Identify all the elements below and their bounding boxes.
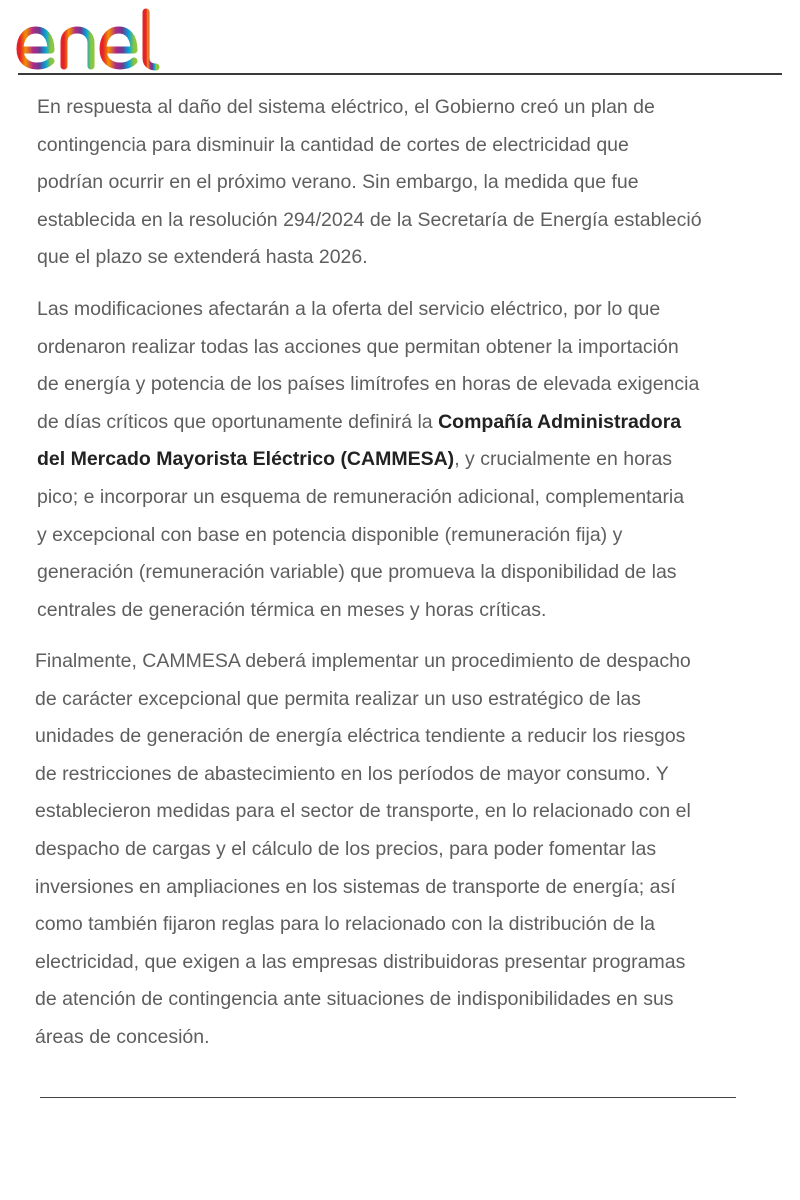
paragraph-2 (37, 291, 699, 629)
text-line: centrales de generación térmica en meses y horas críticas. (37, 598, 547, 621)
text-fragment: , y crucialmente en horas (454, 448, 673, 471)
text-line: Finalmente, CAMMESA deberá implementar un procedimiento de despacho (35, 650, 691, 672)
text-line: electricidad, que exigen a las empresas distribuidoras presentar programas (35, 950, 686, 973)
text-line: establecida en la resolución 294/2024 de la Secretaría de Energía estableció (37, 208, 702, 231)
header-divider (18, 73, 782, 75)
footer-divider (40, 1097, 736, 1098)
text-line: y excepcional con base en potencia disponible (remuneración fija) y (37, 523, 623, 546)
text-line (37, 404, 699, 442)
text-line: de energía y potencia de los países limítrofes en horas de elevada exigencia (37, 373, 700, 396)
enel-logo[interactable] (14, 6, 184, 72)
text-line: ordenaron realizar todas las acciones que permitan obtener la importación (37, 335, 679, 358)
bold-organization-name-part-1: Compañía Administradora (438, 410, 682, 433)
text-line: de carácter excepcional que permita realizar un uso estratégico de las (35, 687, 641, 710)
paragraph-1 (37, 89, 702, 277)
text-line: inversiones en ampliaciones en los sistemas de transporte de energía; así (35, 875, 676, 898)
text-line: Las modificaciones afectarán a la oferta del servicio eléctrico, por lo que (37, 298, 661, 320)
bold-organization-name-part-2: del Mercado Mayorista Eléctrico (CAMMESA) (37, 448, 455, 471)
text-line: En respuesta al daño del sistema eléctrico, el Gobierno creó un plan de (37, 96, 655, 118)
text-line: unidades de generación de energía eléctrica tendiente a reducir los riesgos (35, 725, 686, 748)
paragraph-3 (35, 643, 691, 1057)
text-line: como también fijaron reglas para lo relacionado con la distribución de la (35, 913, 656, 936)
text-line: establecieron medidas para el sector de transporte, en lo relacionado con el (35, 800, 691, 823)
text-line: despacho de cargas y el cálculo de los precios, para poder fomentar las (35, 837, 657, 860)
text-line: podrían ocurrir en el próximo verano. Sin embargo, la medida que fue (37, 171, 639, 194)
text-line: de atención de contingencia ante situaciones de indisponibilidades en sus (35, 988, 674, 1011)
text-line (37, 441, 699, 479)
text-line: pico; e incorporar un esquema de remuneración adicional, complementaria (37, 485, 685, 508)
text-line: contingencia para disminuir la cantidad de cortes de electricidad que (37, 133, 629, 156)
text-line: que el plazo se extenderá hasta 2026. (37, 246, 368, 269)
text-line: de restricciones de abastecimiento en los períodos de mayor consumo. Y (35, 762, 669, 785)
page-header (0, 0, 800, 76)
text-line: generación (remuneración variable) que promueva la disponibilidad de las (37, 561, 677, 584)
text-line: áreas de concesión. (35, 1025, 210, 1048)
text-fragment: de días críticos que oportunamente definirá la (37, 410, 439, 433)
